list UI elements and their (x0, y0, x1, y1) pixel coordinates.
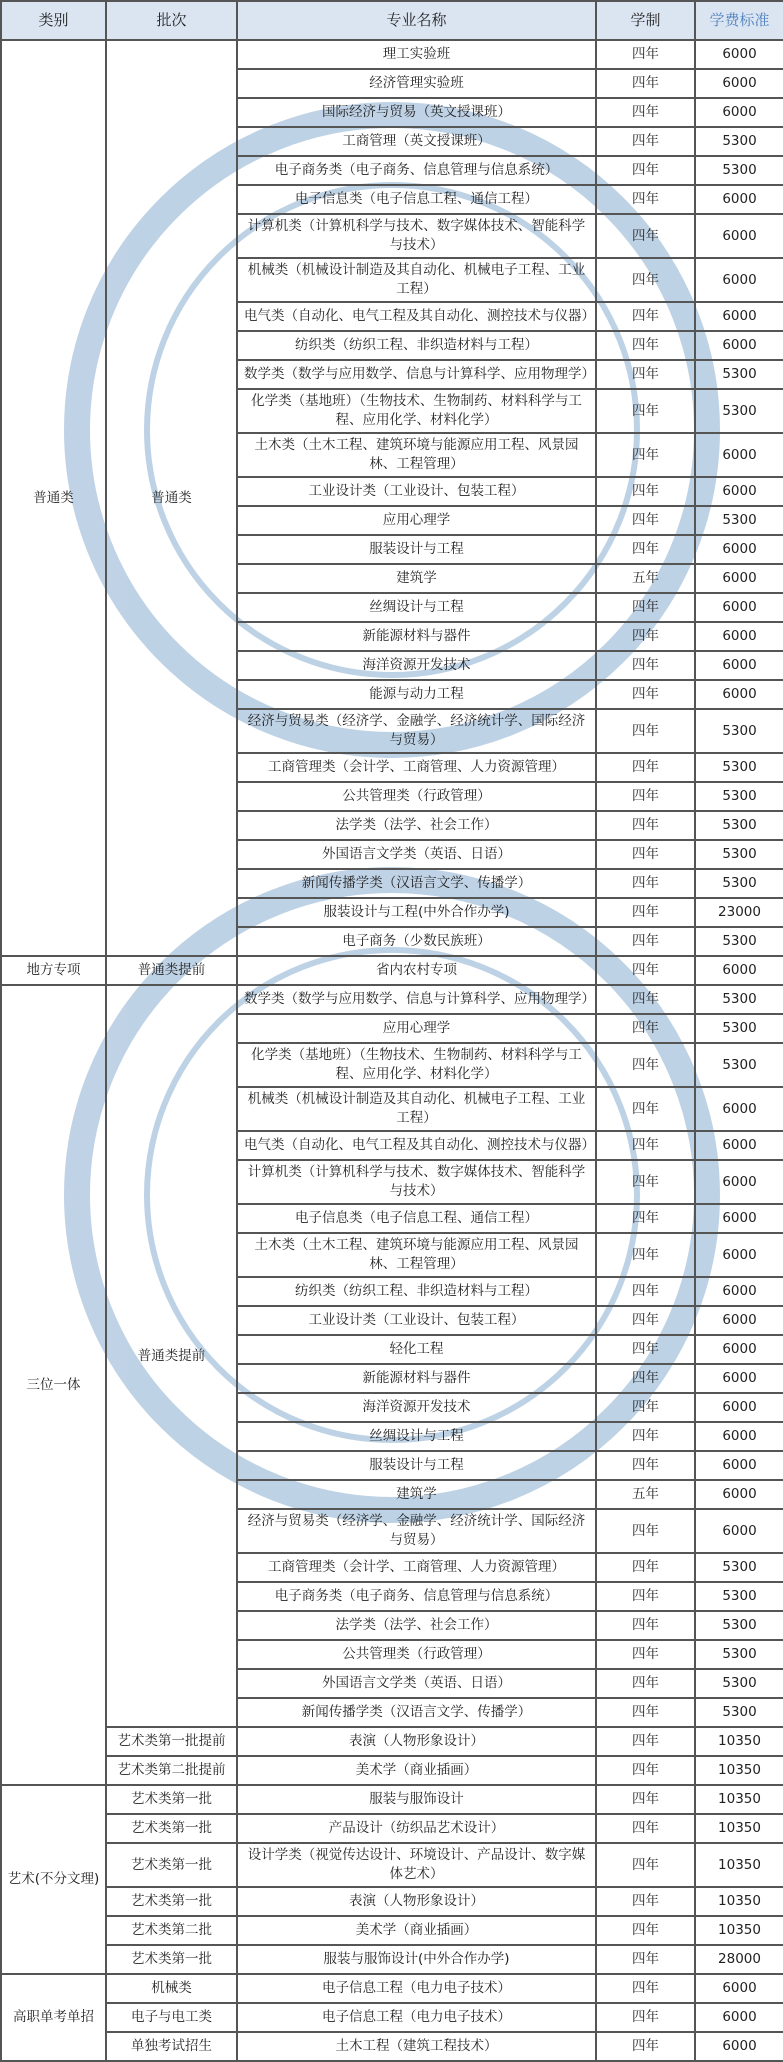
years-cell: 四年 (596, 2003, 695, 2032)
major-name-cell: 服装与服饰设计(中外合作办学) (237, 1945, 596, 1974)
years-cell: 四年 (596, 1451, 695, 1480)
years-cell: 五年 (596, 1480, 695, 1509)
major-name-cell: 美术学（商业插画） (237, 1756, 596, 1785)
years-cell: 四年 (596, 1974, 695, 2003)
fee-cell: 6000 (695, 1131, 783, 1160)
category-cell: 艺术(不分文理) (1, 1785, 106, 1974)
fee-cell: 5300 (695, 1043, 783, 1087)
fee-cell: 6000 (695, 1277, 783, 1306)
fee-cell: 5300 (695, 389, 783, 433)
major-name-cell: 机械类（机械设计制造及其自动化、机械电子工程、工业工程） (237, 258, 596, 302)
fee-cell: 6000 (695, 214, 783, 258)
batch-cell: 艺术类第一批 (106, 1814, 237, 1843)
fee-cell: 6000 (695, 302, 783, 331)
major-name-cell: 化学类（基地班）（生物技术、生物制药、材料科学与工程、应用化学、材料化学） (237, 389, 596, 433)
fee-cell: 6000 (695, 433, 783, 477)
years-cell: 四年 (596, 258, 695, 302)
major-name-cell: 表演（人物形象设计） (237, 1727, 596, 1756)
major-name-cell: 经济与贸易类（经济学、金融学、经济统计学、国际经济与贸易） (237, 1509, 596, 1553)
category-cell: 地方专项 (1, 956, 106, 985)
fee-cell: 6000 (695, 1233, 783, 1277)
fee-cell: 6000 (695, 2032, 783, 2061)
batch-cell: 艺术类第二批提前 (106, 1756, 237, 1785)
fee-cell: 10350 (695, 1785, 783, 1814)
category-cell: 三位一体 (1, 985, 106, 1785)
fee-cell: 6000 (695, 1974, 783, 2003)
fee-cell: 6000 (695, 1087, 783, 1131)
table-header-row (1, 1, 783, 40)
fee-cell: 6000 (695, 1364, 783, 1393)
years-cell: 四年 (596, 1087, 695, 1131)
years-cell: 四年 (596, 1393, 695, 1422)
years-cell: 四年 (596, 1611, 695, 1640)
years-cell: 四年 (596, 40, 695, 69)
fee-cell: 5300 (695, 811, 783, 840)
years-cell: 四年 (596, 331, 695, 360)
years-cell: 四年 (596, 985, 695, 1014)
major-name-cell: 外国语言文学类（英语、日语） (237, 840, 596, 869)
fee-cell: 5300 (695, 709, 783, 753)
years-cell: 四年 (596, 1509, 695, 1553)
major-name-cell: 能源与动力工程 (237, 680, 596, 709)
fee-cell: 5300 (695, 840, 783, 869)
years-cell: 四年 (596, 811, 695, 840)
table-row (1, 1727, 783, 1756)
years-cell: 四年 (596, 360, 695, 389)
table-row (1, 40, 783, 69)
fee-cell: 6000 (695, 564, 783, 593)
years-cell: 四年 (596, 1756, 695, 1785)
years-cell: 四年 (596, 477, 695, 506)
table-row (1, 1756, 783, 1785)
major-name-cell: 经济管理实验班 (237, 69, 596, 98)
years-cell: 四年 (596, 389, 695, 433)
major-name-cell: 新闻传播学类（汉语言文学、传播学） (237, 869, 596, 898)
years-cell: 四年 (596, 185, 695, 214)
fee-cell: 10350 (695, 1814, 783, 1843)
years-cell: 四年 (596, 1945, 695, 1974)
major-name-cell: 公共管理类（行政管理） (237, 1640, 596, 1669)
fee-cell: 6000 (695, 1204, 783, 1233)
fee-cell: 6000 (695, 258, 783, 302)
years-cell: 四年 (596, 651, 695, 680)
major-name-cell: 外国语言文学类（英语、日语） (237, 1669, 596, 1698)
major-name-cell: 美术学（商业插画） (237, 1916, 596, 1945)
fee-cell: 6000 (695, 1422, 783, 1451)
years-cell: 四年 (596, 1582, 695, 1611)
category-cell: 普通类 (1, 40, 106, 956)
years-cell: 四年 (596, 1014, 695, 1043)
table-row (1, 1887, 783, 1916)
years-cell: 四年 (596, 709, 695, 753)
major-name-cell: 工商管理类（会计学、工商管理、人力资源管理） (237, 753, 596, 782)
major-name-cell: 应用心理学 (237, 1014, 596, 1043)
batch-cell: 艺术类第一批 (106, 1843, 237, 1887)
fee-cell: 5300 (695, 1640, 783, 1669)
fee-cell: 6000 (695, 1480, 783, 1509)
major-name-cell: 化学类（基地班）（生物技术、生物制药、材料科学与工程、应用化学、材料化学） (237, 1043, 596, 1087)
major-name-cell: 服装设计与工程 (237, 1451, 596, 1480)
fee-cell: 6000 (695, 477, 783, 506)
years-cell: 四年 (596, 753, 695, 782)
major-name-cell: 轻化工程 (237, 1335, 596, 1364)
major-name-cell: 新能源材料与器件 (237, 622, 596, 651)
major-name-cell: 电子信息工程（电力电子技术） (237, 1974, 596, 2003)
fee-cell: 10350 (695, 1756, 783, 1785)
batch-cell: 艺术类第二批 (106, 1916, 237, 1945)
table-row (1, 956, 783, 985)
batch-cell: 普通类提前 (106, 985, 237, 1727)
major-name-cell: 海洋资源开发技术 (237, 1393, 596, 1422)
fee-cell: 6000 (695, 331, 783, 360)
fee-cell: 5300 (695, 1611, 783, 1640)
years-cell: 四年 (596, 1727, 695, 1756)
header-batch: 批次 (106, 1, 237, 40)
fee-cell: 6000 (695, 2003, 783, 2032)
fee-cell: 6000 (695, 1509, 783, 1553)
major-name-cell: 国际经济与贸易（英文授课班） (237, 98, 596, 127)
major-name-cell: 服装设计与工程(中外合作办学) (237, 898, 596, 927)
table-body (1, 40, 783, 2061)
major-name-cell: 建筑学 (237, 564, 596, 593)
fee-cell: 6000 (695, 69, 783, 98)
fee-cell: 6000 (695, 1306, 783, 1335)
years-cell: 四年 (596, 898, 695, 927)
batch-cell: 电子与电工类 (106, 2003, 237, 2032)
years-cell: 四年 (596, 1887, 695, 1916)
fee-cell: 6000 (695, 680, 783, 709)
table-row (1, 1916, 783, 1945)
major-name-cell: 法学类（法学、社会工作） (237, 811, 596, 840)
years-cell: 四年 (596, 433, 695, 477)
major-name-cell: 电气类（自动化、电气工程及其自动化、测控技术与仪器） (237, 302, 596, 331)
fee-cell: 10350 (695, 1916, 783, 1945)
major-name-cell: 土木工程（建筑工程技术） (237, 2032, 596, 2061)
fee-cell: 6000 (695, 651, 783, 680)
fee-cell: 6000 (695, 1393, 783, 1422)
major-name-cell: 电气类（自动化、电气工程及其自动化、测控技术与仪器） (237, 1131, 596, 1160)
major-name-cell: 机械类（机械设计制造及其自动化、机械电子工程、工业工程） (237, 1087, 596, 1131)
major-name-cell: 丝绸设计与工程 (237, 1422, 596, 1451)
major-name-cell: 电子信息工程（电力电子技术） (237, 2003, 596, 2032)
years-cell: 四年 (596, 535, 695, 564)
fee-cell: 5300 (695, 1669, 783, 1698)
batch-cell: 艺术类第一批 (106, 1887, 237, 1916)
major-name-cell: 数学类（数学与应用数学、信息与计算科学、应用物理学） (237, 360, 596, 389)
fee-cell: 5300 (695, 1553, 783, 1582)
major-name-cell: 新闻传播学类（汉语言文学、传播学） (237, 1698, 596, 1727)
category-cell: 高职单考单招 (1, 1974, 106, 2061)
major-name-cell: 工商管理（英文授课班） (237, 127, 596, 156)
major-name-cell: 土木类（土木工程、建筑环境与能源应用工程、风景园林、工程管理） (237, 433, 596, 477)
years-cell: 四年 (596, 1277, 695, 1306)
fee-cell: 28000 (695, 1945, 783, 1974)
table-row (1, 985, 783, 1014)
fee-cell: 6000 (695, 956, 783, 985)
batch-cell: 艺术类第一批 (106, 1785, 237, 1814)
fee-cell: 6000 (695, 535, 783, 564)
table-row (1, 1814, 783, 1843)
table-row (1, 1785, 783, 1814)
years-cell: 四年 (596, 1160, 695, 1204)
major-name-cell: 工业设计类（工业设计、包装工程） (237, 1306, 596, 1335)
years-cell: 四年 (596, 2032, 695, 2061)
years-cell: 四年 (596, 1364, 695, 1393)
major-name-cell: 电子信息类（电子信息工程、通信工程） (237, 1204, 596, 1233)
fee-cell: 6000 (695, 593, 783, 622)
years-cell: 四年 (596, 1131, 695, 1160)
major-name-cell: 省内农村专项 (237, 956, 596, 985)
years-cell: 四年 (596, 1306, 695, 1335)
batch-cell: 普通类提前 (106, 956, 237, 985)
fee-cell: 5300 (695, 156, 783, 185)
batch-cell: 机械类 (106, 1974, 237, 2003)
years-cell: 四年 (596, 1422, 695, 1451)
fee-cell: 5300 (695, 1582, 783, 1611)
batch-cell: 艺术类第一批提前 (106, 1727, 237, 1756)
major-name-cell: 建筑学 (237, 1480, 596, 1509)
years-cell: 四年 (596, 782, 695, 811)
years-cell: 四年 (596, 98, 695, 127)
major-name-cell: 计算机类（计算机科学与技术、数字媒体技术、智能科学与技术） (237, 1160, 596, 1204)
header-category: 类别 (1, 1, 106, 40)
years-cell: 四年 (596, 593, 695, 622)
fee-cell: 5300 (695, 869, 783, 898)
table-row (1, 1843, 783, 1887)
table-row (1, 1945, 783, 1974)
table-row (1, 2032, 783, 2061)
years-cell: 四年 (596, 506, 695, 535)
major-name-cell: 服装与服饰设计 (237, 1785, 596, 1814)
years-cell: 四年 (596, 1043, 695, 1087)
years-cell: 四年 (596, 680, 695, 709)
years-cell: 四年 (596, 869, 695, 898)
fee-cell: 5300 (695, 1014, 783, 1043)
major-name-cell: 新能源材料与器件 (237, 1364, 596, 1393)
fee-cell: 5300 (695, 927, 783, 956)
fee-cell: 6000 (695, 1160, 783, 1204)
major-name-cell: 电子商务（少数民族班） (237, 927, 596, 956)
major-name-cell: 电子信息类（电子信息工程、通信工程） (237, 185, 596, 214)
years-cell: 五年 (596, 564, 695, 593)
major-name-cell: 应用心理学 (237, 506, 596, 535)
fee-cell: 6000 (695, 1335, 783, 1364)
years-cell: 四年 (596, 1916, 695, 1945)
major-name-cell: 工业设计类（工业设计、包装工程） (237, 477, 596, 506)
years-cell: 四年 (596, 1843, 695, 1887)
fee-cell: 10350 (695, 1727, 783, 1756)
table-row (1, 2003, 783, 2032)
major-name-cell: 丝绸设计与工程 (237, 593, 596, 622)
years-cell: 四年 (596, 302, 695, 331)
years-cell: 四年 (596, 927, 695, 956)
major-name-cell: 纺织类（纺织工程、非织造材料与工程） (237, 1277, 596, 1306)
major-name-cell: 数学类（数学与应用数学、信息与计算科学、应用物理学） (237, 985, 596, 1014)
years-cell: 四年 (596, 214, 695, 258)
years-cell: 四年 (596, 1640, 695, 1669)
years-cell: 四年 (596, 622, 695, 651)
major-name-cell: 公共管理类（行政管理） (237, 782, 596, 811)
years-cell: 四年 (596, 1233, 695, 1277)
major-name-cell: 海洋资源开发技术 (237, 651, 596, 680)
major-name-cell: 表演（人物形象设计） (237, 1887, 596, 1916)
major-name-cell: 理工实验班 (237, 40, 596, 69)
fee-cell: 5300 (695, 360, 783, 389)
years-cell: 四年 (596, 956, 695, 985)
header-years: 学制 (596, 1, 695, 40)
major-name-cell: 经济与贸易类（经济学、金融学、经济统计学、国际经济与贸易） (237, 709, 596, 753)
major-name-cell: 法学类（法学、社会工作） (237, 1611, 596, 1640)
years-cell: 四年 (596, 1814, 695, 1843)
fee-cell: 6000 (695, 98, 783, 127)
header-major: 专业名称 (237, 1, 596, 40)
fee-cell: 5300 (695, 127, 783, 156)
table-row (1, 1974, 783, 2003)
years-cell: 四年 (596, 1553, 695, 1582)
years-cell: 四年 (596, 1698, 695, 1727)
fee-cell: 10350 (695, 1887, 783, 1916)
years-cell: 四年 (596, 840, 695, 869)
fee-cell: 6000 (695, 622, 783, 651)
major-name-cell: 电子商务类（电子商务、信息管理与信息系统） (237, 1582, 596, 1611)
years-cell: 四年 (596, 127, 695, 156)
fee-cell: 6000 (695, 185, 783, 214)
years-cell: 四年 (596, 1204, 695, 1233)
major-name-cell: 计算机类（计算机科学与技术、数字媒体技术、智能科学与技术） (237, 214, 596, 258)
fee-cell: 5300 (695, 753, 783, 782)
years-cell: 四年 (596, 1785, 695, 1814)
years-cell: 四年 (596, 69, 695, 98)
years-cell: 四年 (596, 1669, 695, 1698)
fee-cell: 5300 (695, 782, 783, 811)
fee-cell: 10350 (695, 1843, 783, 1887)
major-name-cell: 电子商务类（电子商务、信息管理与信息系统） (237, 156, 596, 185)
batch-cell: 艺术类第一批 (106, 1945, 237, 1974)
header-fee: 学费标准 (695, 1, 783, 40)
fee-cell: 6000 (695, 1451, 783, 1480)
batch-cell: 普通类 (106, 40, 237, 956)
major-name-cell: 土木类（土木工程、建筑环境与能源应用工程、风景园林、工程管理） (237, 1233, 596, 1277)
major-name-cell: 服装设计与工程 (237, 535, 596, 564)
batch-cell: 单独考试招生 (106, 2032, 237, 2061)
fee-cell: 23000 (695, 898, 783, 927)
fee-cell: 5300 (695, 506, 783, 535)
major-name-cell: 工商管理类（会计学、工商管理、人力资源管理） (237, 1553, 596, 1582)
fee-cell: 5300 (695, 1698, 783, 1727)
major-name-cell: 设计学类（视觉传达设计、环境设计、产品设计、数字媒体艺术） (237, 1843, 596, 1887)
major-name-cell: 产品设计（纺织品艺术设计） (237, 1814, 596, 1843)
fee-cell: 6000 (695, 40, 783, 69)
years-cell: 四年 (596, 156, 695, 185)
major-name-cell: 纺织类（纺织工程、非织造材料与工程） (237, 331, 596, 360)
years-cell: 四年 (596, 1335, 695, 1364)
fee-cell: 5300 (695, 985, 783, 1014)
